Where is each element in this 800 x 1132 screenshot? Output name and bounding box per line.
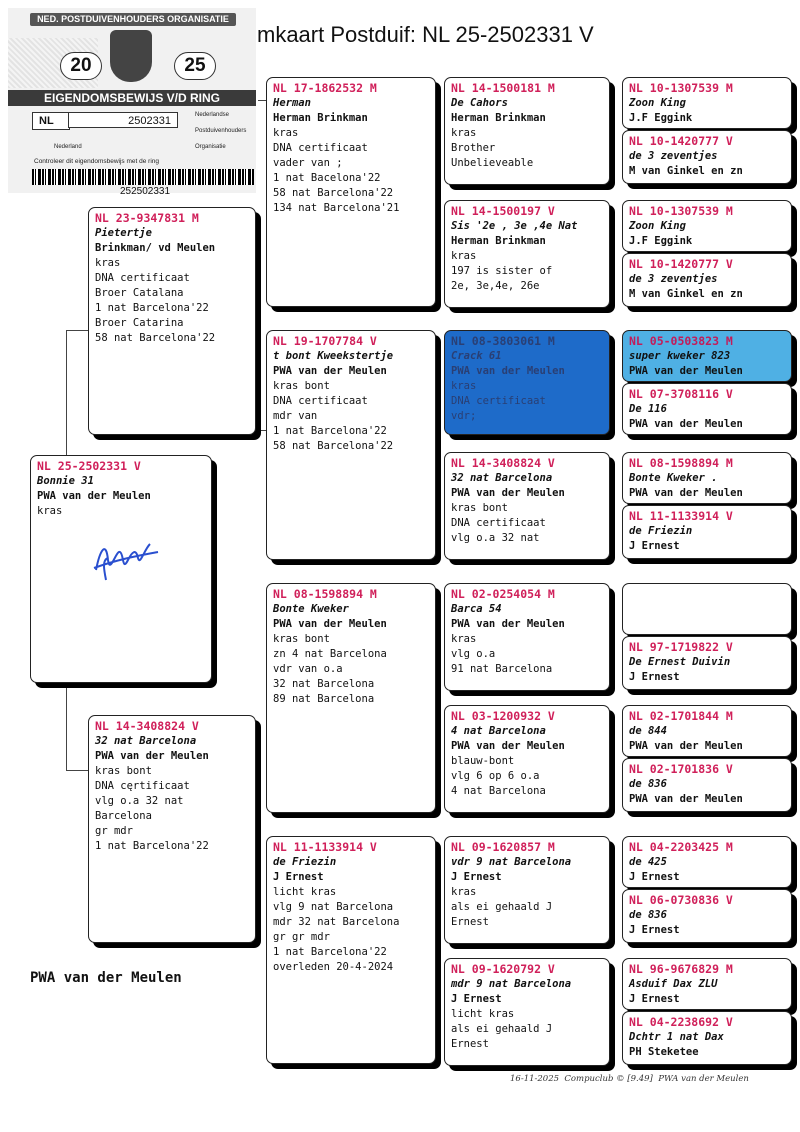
certificate-year-left: 20 (60, 52, 102, 80)
connector-line (66, 330, 67, 460)
pigeon-card-g3: NL 10-1307539 M Zoon King J.F Eggink (622, 200, 792, 252)
pigeon-card-g2: NL 10-1420777 V de 3 zeventjes M van Ginkel en zn (622, 130, 792, 184)
pigeon-card-g10: NL 97-1719822 V De Ernest Duivin J Ernest (622, 636, 792, 690)
pigeon-card-fm: NL 19-1707784 V t bont Kweekstertje PWA van der Meulen kras bont DNA certificaat mdr van 1 nat Barcelona'22 58 nat Barcelona'22 (266, 330, 436, 560)
pigeon-card-subject: NL 25-2502331 V Bonnie 31 PWA van der Meulen kras (30, 455, 212, 683)
owner-name: PWA van der Meulen (30, 970, 182, 986)
pigeon-card-mmm: NL 09-1620792 V mdr 9 nat Barcelona J Ernest licht kras als ei gehaald J Ernest (444, 958, 610, 1066)
pigeon-card-fmf: NL 08-3803061 M Crack 61 PWA van der Meulen kras DNA certificaat vdr; (444, 330, 610, 435)
lion-crest-icon (110, 30, 152, 82)
pigeon-card-mm: NL 11-1133914 V de Friezin J Ernest licht kras vlg 9 nat Barcelona mdr 32 nat Barcelona gr gr mdr 1 nat Barcelona'22 overleden 20-4-2024 (266, 836, 436, 1064)
pigeon-card-fff: NL 14-1500181 M De Cahors Herman Brinkman kras Brother Unbelieveable (444, 77, 610, 185)
barcode (32, 169, 254, 185)
certificate-side-n: Nederlandse (195, 112, 230, 118)
certificate-barcode-number: 252502331 (120, 186, 171, 197)
pigeon-card-fmm: NL 14-3408824 V 32 nat Barcelona PWA van der Meulen kras bont DNA certificaat vlg o.a 32 nat (444, 452, 610, 560)
ring-certificate (8, 8, 256, 197)
connector-line (66, 670, 67, 770)
certificate-ring-number: 2502331 (68, 112, 178, 128)
signature-icon (86, 530, 166, 590)
pigeon-card-mother: NL 14-3408824 V 32 nat Barcelona PWA van der Meulen kras bont DNA cęrtificaat vlg o.a 32 nat Barcelona gr mdr 1 nat Barcelona'22 (88, 715, 256, 943)
pigeon-card-mff: NL 02-0254054 M Barca 54 PWA van der Meulen kras vlg o.a 91 nat Barcelona (444, 583, 610, 691)
pigeon-card-g7: NL 08-1598894 M Bonte Kweker . PWA van der Meulen (622, 452, 792, 504)
certificate-note: Controleer dit eigendomsbewijs met de ring (34, 158, 160, 165)
page-title: mkaart Postduif: NL 25-2502331 V (257, 22, 594, 47)
pigeon-card-ffm: NL 14-1500197 V Sis '2e , 3e ,4e Nat Herman Brinkman kras 197 is sister of 2e, 3e,4e, 26e (444, 200, 610, 308)
certificate-year-right: 25 (174, 52, 216, 80)
pigeon-card-g15: NL 96-9676829 M Asduif Dax ZLU J Ernest (622, 958, 792, 1010)
certificate-side-o: Organisatie (195, 144, 226, 150)
pigeon-card-g6: NL 07-3708116 V De 116 PWA van der Meulen (622, 383, 792, 435)
pigeon-card-g8: NL 11-1133914 V de Friezin J Ernest (622, 505, 792, 559)
pigeon-card-g13: NL 04-2203425 M de 425 J Ernest (622, 836, 792, 888)
pigeon-card-mmf: NL 09-1620857 M vdr 9 nat Barcelona J Ernest kras als ei gehaald J Ernest (444, 836, 610, 944)
pigeon-card-g4: NL 10-1420777 V de 3 zeventjes M van Ginkel en zn (622, 253, 792, 307)
pigeon-card-g1: NL 10-1307539 M Zoon King J.F Eggink (622, 77, 792, 129)
pigeon-card-g16: NL 04-2238692 V Dchtr 1 nat Dax PH Steketee (622, 1011, 792, 1065)
connector-line (66, 770, 90, 771)
pigeon-card-g12: NL 02-1701836 V de 836 PWA van der Meulen (622, 758, 792, 812)
pigeon-card-g11: NL 02-1701844 M de 844 PWA van der Meulen (622, 705, 792, 757)
certificate-country-full: Nederland (54, 144, 82, 150)
pigeon-card-ff: NL 17-1862532 M Herman Herman Brinkman kras DNA certificaat vader van ; 1 nat Bacelona'22 58 nat Barcelona'22 134 nat Barcelona'21 (266, 77, 436, 307)
pigeon-card-father: NL 23-9347831 M Pietertje Brinkman/ vd Meulen kras DNA certificaat Broer Catalana 1 nat Barcelona'22 Broer Catarina 58 nat Barcelona'22 (88, 207, 256, 435)
pigeon-card-g14: NL 06-0730836 V de 836 J Ernest (622, 889, 792, 943)
certificate-country: NL (32, 112, 70, 130)
pigeon-card-g5: NL 05-0503823 M super kweker 823 PWA van der Meulen (622, 330, 792, 382)
connector-line (66, 330, 90, 331)
certificate-band: EIGENDOMSBEWIJS V/D RING (8, 90, 256, 106)
certificate-org: NED. POSTDUIVENHOUDERS ORGANISATIE (30, 13, 236, 26)
pigeon-card-g9-empty (622, 583, 792, 635)
certificate-side-p: Postduivenhouders (195, 128, 247, 134)
footer-text: 16-11-2025 Compuclub © [9.49] PWA van der Meulen (510, 1074, 749, 1084)
pigeon-card-mfm: NL 03-1200932 V 4 nat Barcelona PWA van der Meulen blauw-bont vlg 6 op 6 o.a 4 nat Barcelona (444, 705, 610, 813)
pigeon-card-mf: NL 08-1598894 M Bonte Kweker PWA van der Meulen kras bont zn 4 nat Barcelona vdr van o.a 32 nat Barcelona 89 nat Barcelona (266, 583, 436, 813)
